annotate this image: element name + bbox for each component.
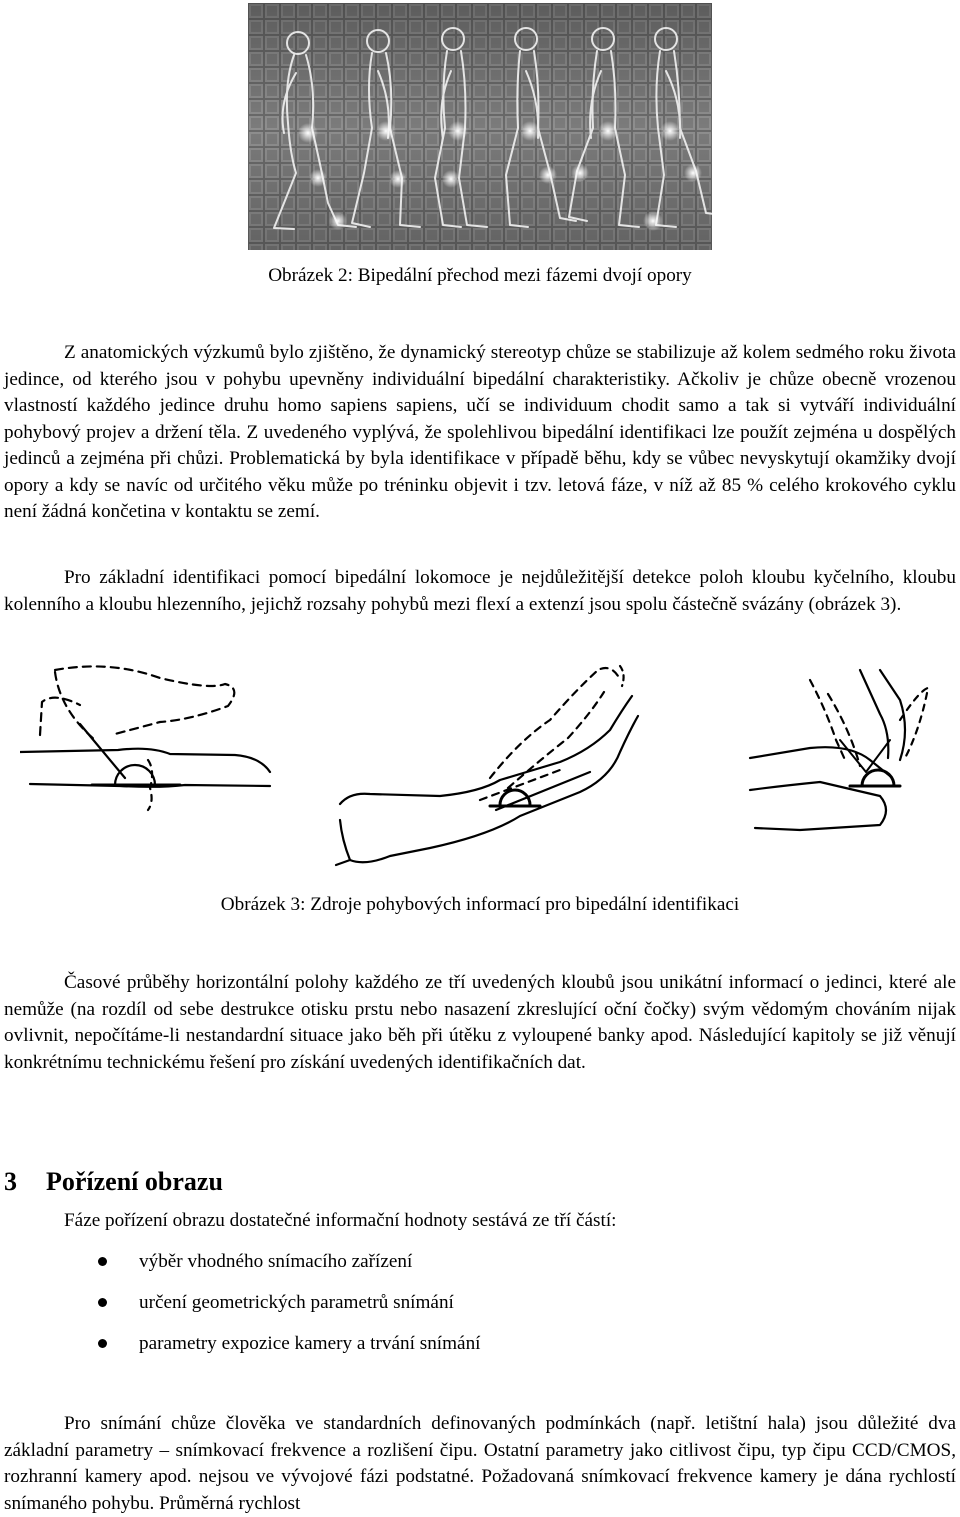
joint-diagrams: [20, 660, 940, 875]
figure3-caption: Obrázek 3: Zdroje pohybových informací pro bipedální identifikaci: [220, 894, 740, 915]
section-intro: Fáze pořízení obrazu dostatečné informační hodnoty sestává ze tří částí:: [64, 1210, 617, 1231]
list-item-text: určení geometrických parametrů snímání: [139, 1292, 454, 1313]
joint-diagrams-svg: [20, 660, 940, 875]
hip-joint-diagram: [20, 666, 270, 810]
section-title: Pořízení obrazu: [46, 1167, 223, 1196]
paragraph-joints: Pro základní identifikaci pomocí bipedální lokomoce je nejdůležitější detekce poloh kloubu kyčelního, kloubu kolenního a kloubu hlezenního, jejichž rozsahy pohybů mezi flexí a extenzí jsou spolu částečně svázány (obrázek 3).: [4, 567, 956, 615]
bullet-icon: [98, 1339, 107, 1348]
knee-joint-diagram: [336, 666, 638, 865]
bullet-icon: [98, 1257, 107, 1266]
list-item-text: výběr vhodného snímacího zařízení: [139, 1251, 413, 1272]
section-heading: [4, 1166, 223, 1198]
paragraph-time-courses: Časové průběhy horizontální polohy každého ze tří uvedených kloubů jsou unikátní informací o jedinci, které ale nemůže (na rozdíl od sebe destrukce otisku prstu nebo nasazení zkreslující oční čočky) svým vědomým chováním nijak ovlivnit, nepočítáme-li nestandardní situace jako běh při útěku z vyloupené banky apod. Následující kapitoly se již věnují konkrétnímu technickému řešení pro získání uvedených identifikačních dat.: [4, 972, 956, 1073]
section-number: 3: [4, 1167, 17, 1196]
list-item-text: parametry expozice kamery a trvání snímání: [139, 1333, 481, 1354]
bullet-icon: [98, 1298, 107, 1307]
figure2-caption: Obrázek 2: Bipedální přechod mezi fázemi dvojí opory: [268, 265, 692, 286]
walking-sequence-photo: [248, 3, 712, 250]
walking-sequence-icon: [248, 3, 712, 250]
ankle-joint-diagram: [750, 670, 928, 830]
paragraph-camera-parameters: Pro snímání chůze člověka ve standardních definovaných podmínkách (např. letištní hala) jsou důležité dva základní parametry – snímkovací frekvence a rozlišení čipu. Ostatní parametry jako citlivost čipu, typ čipu CCD/CMOS, rozhranní kamery apod. nejsou ve vývojové fázi podstatné. Požadovaná snímkovací frekvence kamery je dána rychlostí snímaného pohybu. Průměrná rychlost: [4, 1413, 956, 1514]
paragraph-anatomy: Z anatomických výzkumů bylo zjištěno, že dynamický stereotyp chůze se stabilizuje až kolem sedmého roku života jedince, od kterého jsou v pohybu upevněny individuální bipedální charakteristiky. Ačkoliv je chůze obecně vrozenou vlastností každého jedince druhu homo sapiens sapiens, učí se individuum chodit samo a tak si vytváří individuální pohybový projev a držení těla. Z uvedeného vyplývá, že spolehlivou bipedální identifikaci lze použít zejména u dospělých jedinců a zejména při chůzi. Problematická by byla identifikace v případě běhu, kdy se vůbec nevyskytují okamžiky dvojí opory a kdy se navíc od určitého věku může po tréninku objevit i tzv. letová fáze, v níž až 85 % celého krokového cyklu není žádná končetina v kontaktu se zemí.: [4, 342, 956, 522]
